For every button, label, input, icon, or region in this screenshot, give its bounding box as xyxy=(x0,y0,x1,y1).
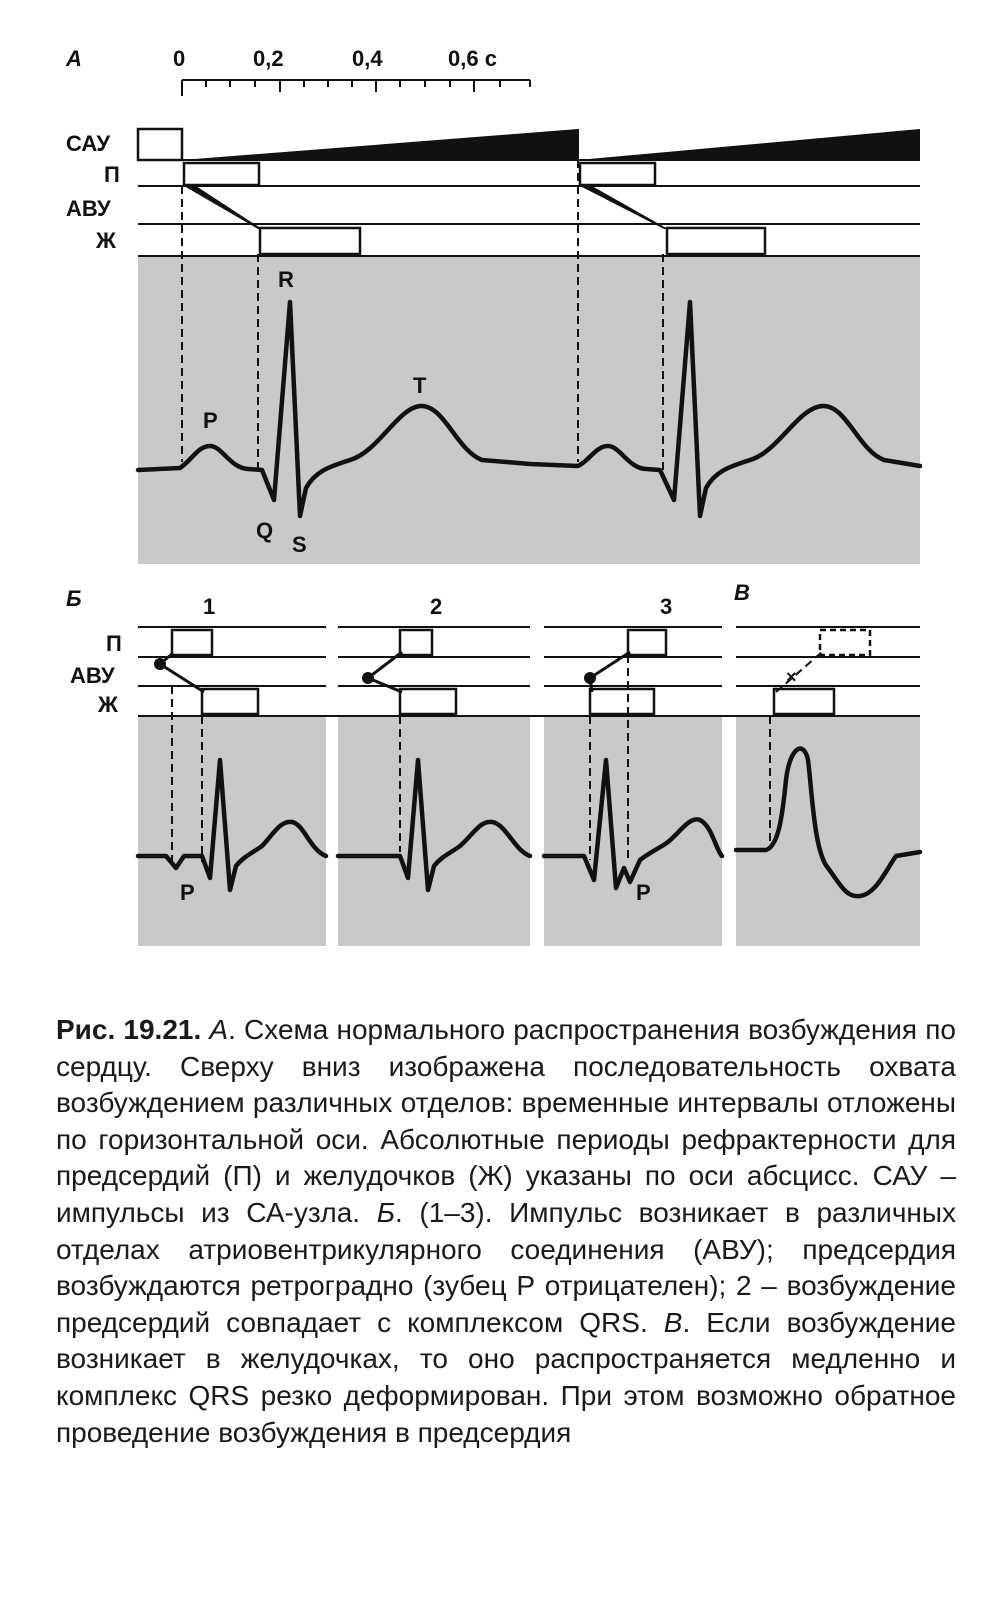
wave-label-r: R xyxy=(278,267,294,292)
row-label-b-zh: Ж xyxy=(98,692,118,717)
caption-letter-a: А xyxy=(209,1014,229,1045)
panel-a xyxy=(65,46,920,564)
av-conduction-2 xyxy=(580,186,668,229)
caption-text-a: . Схема нормального распространения возбуждения по сердцу. Сверху вниз изображена последовательность охвата возбуждением различных отделов: временные интервалы отложены по горизонтальной оси. Абсолютные периоды рефрактерности для предсердий (П) и желудочков (Ж) указаны по оси абсцисс. САУ – импульсы из СА-узла. xyxy=(56,1014,956,1228)
caption-figure-number: Рис. 19.21. xyxy=(56,1014,202,1045)
caption-text-b: . (1–3). Импульс возникает в различных отделах атриовентрикулярного соединения (АВУ); предсердия возбуждаются ретроградно (зубец Р отрицателен); 2 – возбуждение предсердий совпадает с комплексом QRS. xyxy=(56,1196,956,1338)
caption-letter-v: В xyxy=(663,1306,683,1338)
time-axis xyxy=(173,46,530,96)
time-tick-label-1: 0,2 xyxy=(253,46,284,71)
row-label-zh: Ж xyxy=(96,228,116,253)
svg-text:×: × xyxy=(786,667,797,687)
atrial-refractory-box-1 xyxy=(184,163,259,185)
panel-v-letter: В xyxy=(734,580,750,605)
time-tick-label-2: 0,4 xyxy=(352,46,383,71)
caption-letter-b: Б xyxy=(376,1196,395,1228)
panel-b xyxy=(66,580,920,946)
panel-a-letter: А xyxy=(66,46,82,71)
sau-ramp-2 xyxy=(578,129,920,160)
row-label-p: П xyxy=(104,162,120,187)
wave-label-p-case-1: P xyxy=(180,880,195,905)
ventricular-refractory-box-2 xyxy=(667,228,765,254)
row-label-b-avu: АВУ xyxy=(70,663,115,688)
case-number-1: 1 xyxy=(203,594,216,619)
row-label-avu: АВУ xyxy=(66,196,111,221)
wave-label-q: Q xyxy=(256,518,274,543)
wave-label-p-case-3: P xyxy=(636,880,651,905)
sau-impulse-box xyxy=(138,129,182,160)
case-number-3: 3 xyxy=(660,594,673,619)
wave-label-t: T xyxy=(413,373,427,398)
time-tick-label-0: 0 xyxy=(173,46,186,71)
wave-label-p: P xyxy=(203,408,218,433)
wave-label-s: S xyxy=(292,532,307,557)
av-conduction-1 xyxy=(184,186,262,229)
atrial-refractory-box-2 xyxy=(580,163,655,185)
figure-caption xyxy=(56,1012,956,1451)
time-tick-label-3: 0,6 с xyxy=(448,46,497,71)
row-label-sau: САУ xyxy=(66,131,111,156)
row-label-b-p: П xyxy=(106,631,122,656)
ventricular-refractory-box-1 xyxy=(260,228,360,254)
caption-text-v: . Если возбуждение возникает в желудочках, то оно распространяется медленно и комплекс QRS резко деформирован. При этом возможно обратное проведение возбуждения в предсердия xyxy=(56,1306,956,1448)
panel-b-letter: Б xyxy=(66,586,82,611)
case-number-2: 2 xyxy=(430,594,443,619)
sau-ramp-1 xyxy=(182,129,578,160)
